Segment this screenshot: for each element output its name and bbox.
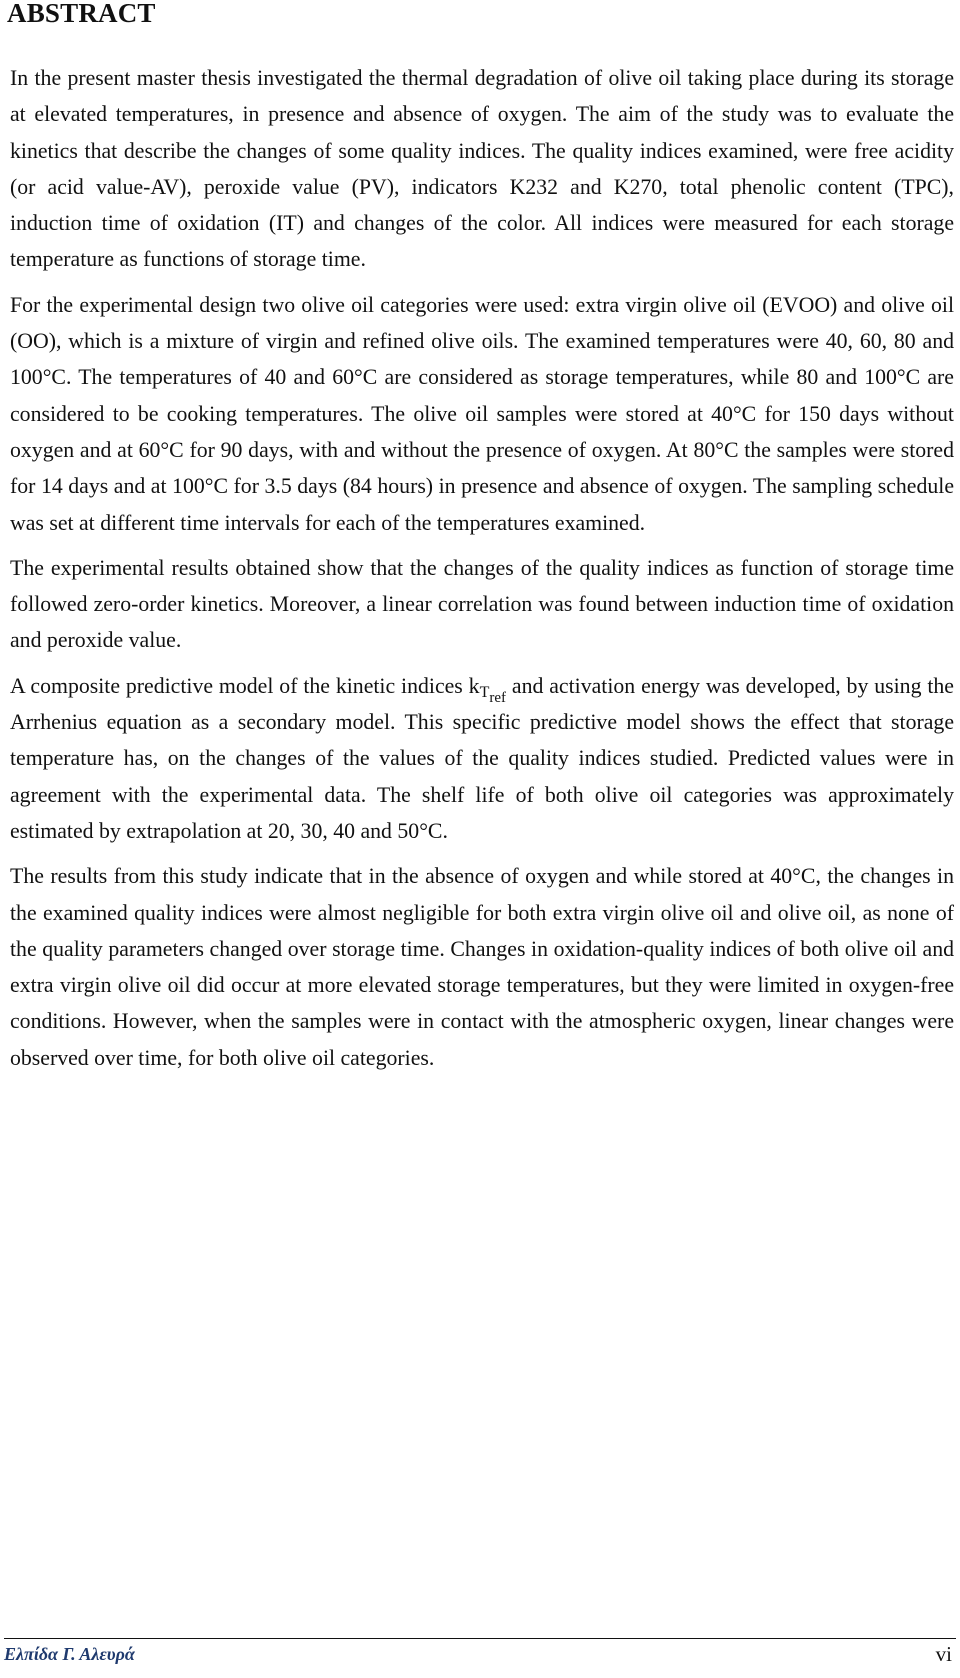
paragraph-3: The experimental results obtained show that the changes of the quality indices as function of storage time followed zero-order kinetics. Moreover, a linear correlation was found between induction time of oxidation and peroxide value. xyxy=(10,555,954,653)
kinetic-index-symbol xyxy=(468,673,507,706)
symbol-subscript-ref: ref xyxy=(489,689,507,706)
paragraph-5: The results from this study indicate that in the absence of oxygen and while stored at 40°C, the changes in the examined quality indices were almost negligible for both extra virgin olive oil and olive oil, as none of the quality parameters changed over storage time. Changes in oxidation-quality indices of both olive oil and extra virgin olive oil did occur at more elevated storage temperatures, but they were limited in oxygen-free conditions. However, when the samples were in contact with the atmospheric oxygen, linear changes were observed over time, for both olive oil categories. xyxy=(10,864,954,1070)
paragraph-4-lead: A composite predictive model of the kinetic indices xyxy=(10,673,469,698)
footer-author: Ελπίδα Γ. Αλευρά xyxy=(4,1644,135,1664)
paragraph-4 xyxy=(10,668,954,849)
symbol-k: k xyxy=(468,673,480,698)
footer-divider xyxy=(4,1638,956,1639)
paragraph-1: In the present master thesis investigated the thermal degradation of olive oil taking place during its storage at elevated temperatures, in presence and absence of oxygen. The aim of the study was to evaluate the kinetics that describe the changes of some quality indices. The quality indices examined, were free acidity (or acid value-AV), peroxide value (PV), indicators K232 and K270, total phenolic content (TPC), induction time of oxidation (IT) and changes of the color. All indices were measured for each storage temperature as functions of storage time. xyxy=(10,66,954,272)
paragraph-4-rest: and activation energy was developed, by using the Arrhenius equation as a secondary model. This specific predictive model shows the effect that storage temperature has, on the changes of the values of the quality indices studied. Predicted values were in agreement with the experimental data. The shelf life of both olive oil categories was approximately estimated by extrapolation at 20, 30, 40 and 50°C. xyxy=(10,673,954,843)
abstract-body xyxy=(10,60,954,1085)
symbol-subscript-T xyxy=(479,683,507,706)
page-title: ABSTRACT xyxy=(7,0,156,28)
page-number: vi xyxy=(935,1642,952,1666)
symbol-T: T xyxy=(479,683,490,701)
paragraph-2: For the experimental design two olive oil categories were used: extra virgin olive oil (EVOO) and olive oil (OO), which is a mixture of virgin and refined olive oils. The examined temperatures were 40, 60, 80 and 100°C. The temperatures of 40 and 60°C are considered as storage temperatures, while 80 and 100°C are considered to be cooking temperatures. The olive oil samples were stored at 40°C for 150 days without oxygen and at 60°C for 90 days, with and without the presence of oxygen. At 80°C the samples were stored for 14 days and at 100°C for 3.5 days (84 hours) in presence and absence of oxygen. The sampling schedule was set at different time intervals for each of the temperatures examined. xyxy=(10,292,954,535)
